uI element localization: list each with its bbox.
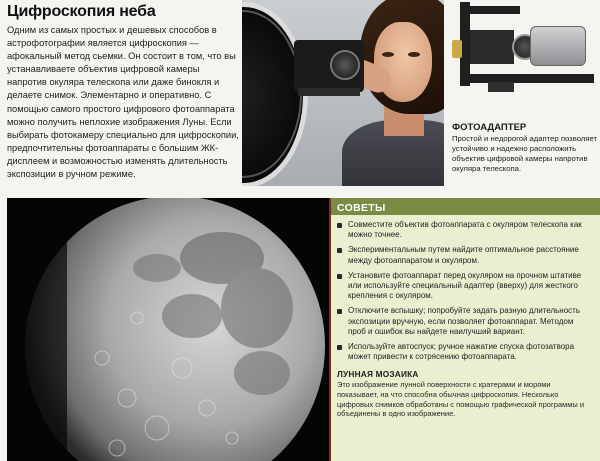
tips-title: СОВЕТЫ xyxy=(337,202,386,214)
person-eye xyxy=(382,52,394,57)
adapter-caption-text: Простой и недорогой адаптер позволяет устойчиво и надежно расположить объектив цифровой камеры напротив окуляра телескопа. xyxy=(452,134,597,173)
bullet-icon xyxy=(337,223,342,228)
moon-illustration xyxy=(7,198,329,461)
adapter-foot xyxy=(488,82,514,92)
tip-text: Установите фотоаппарат перед окуляром на прочном штативе или используйте специальный адаптер (вверху) для жесткого крепления с окуляром. xyxy=(348,270,582,301)
bullet-icon xyxy=(337,309,342,314)
moon-photo xyxy=(7,198,329,461)
adapter-caption xyxy=(452,122,598,174)
intro-column xyxy=(7,3,239,181)
tip-text: Экспериментальным путем найдите оптимальное расстояние между фотоаппаратом и окуляром. xyxy=(348,245,579,265)
bullet-icon xyxy=(337,248,342,253)
photo-adapter-image xyxy=(448,0,600,120)
tip-item xyxy=(337,271,592,302)
adapter-rail xyxy=(460,74,594,83)
bullet-icon xyxy=(337,274,342,279)
eyepiece-lens xyxy=(330,50,360,80)
telescope-photo xyxy=(242,0,444,186)
tips-panel xyxy=(329,198,600,461)
intro-paragraph: Одним из самых простых и дешевых способов в астрофотографии является цифроскопия — афокальный метод сьемки. Он состоит в том, что вы устанавливаете объектив цифровой камеры напротив окуляра телескопа или даже бинокля и делаете снимок. Элементарно и оперативно. С помощью самого простого цифрового фотоаппарата можно получить неплохие изображения Луны. Если выбирать фотокамеру специально для цифроскопии, предпочтительны фотоаппараты с большим ЖК-дисплеем и возможностью изменять длительность экспозиции в ручном режиме. xyxy=(7,25,239,180)
person-eye xyxy=(408,52,420,57)
tips-header xyxy=(331,198,600,215)
tip-item xyxy=(337,245,592,265)
tip-text: Используйте автоспуск; ручное нажатие спуска фотозатвора может привести к сотрясению фотоаппарата. xyxy=(348,342,575,362)
tip-item xyxy=(337,306,592,337)
tip-item xyxy=(337,220,592,240)
adapter-knob xyxy=(452,40,462,58)
article-title: Цифроскопия неба xyxy=(7,3,156,20)
tip-item xyxy=(337,342,592,362)
camera-body xyxy=(530,26,586,66)
lunar-mosaic-title: ЛУННАЯ МОЗАИКА xyxy=(337,369,419,380)
lunar-mosaic-text: Это изображение лунной поверхности с кратерами и морями показывает, на что способна обычная цифроскопия. Несколько цифровых снимков обработаны с помощью графической программы и объединены в одно изображение. xyxy=(337,380,585,419)
adapter-eyepiece-holder xyxy=(470,30,514,64)
adapter-mount xyxy=(298,88,360,96)
bullet-icon xyxy=(337,345,342,350)
tip-text: Совместите объектив фотоаппарата с окуляром телескопа как можно точнее. xyxy=(348,220,582,240)
tip-text: Отключите вспышку; попробуйте задать разную длительность экспозиции вручную, если позволяет фотоаппарат. Методом проб и ошибок вы найдете наилучший вариант. xyxy=(348,306,581,336)
adapter-caption-title: ФОТОАДАПТЕР xyxy=(452,122,527,133)
